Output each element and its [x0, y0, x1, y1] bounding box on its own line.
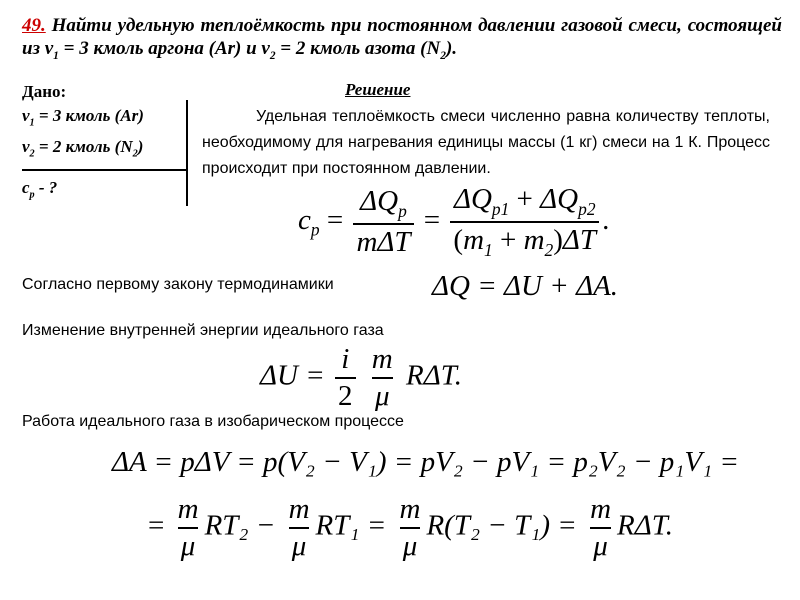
- rt1-text: RT₁ =: [315, 509, 394, 542]
- first-law-formula: ΔQ = ΔU + ΔA.: [432, 270, 619, 302]
- nu-symbol: ν: [22, 137, 30, 157]
- i-text: i: [341, 343, 350, 375]
- rdt2-text: RΔT.: [617, 509, 673, 542]
- m-text-4: m: [590, 493, 612, 525]
- mu-text-2: μ: [289, 527, 310, 561]
- du-text: ΔU =: [260, 359, 333, 392]
- nu2-subscript: 2: [269, 49, 276, 62]
- dq-text: ΔQ: [360, 185, 399, 218]
- rt2-text: RT₂ −: [204, 509, 283, 542]
- heading-mid: = 3 кмоль аргона (Ar) и ν: [58, 38, 270, 59]
- cp-var: c: [298, 203, 311, 236]
- fraction-m-mu-2: [286, 495, 313, 561]
- given-line-1-text: = 3 кмоль (Ar): [34, 106, 144, 125]
- heading-end: = 2 кмоль азота (N: [275, 38, 441, 59]
- given-sub-1: 1: [29, 117, 35, 129]
- plus-sign: +: [509, 183, 541, 215]
- given-block: [22, 80, 192, 167]
- m-text-2: m: [288, 493, 310, 525]
- m2-text: m: [523, 224, 545, 257]
- m-text-3: m: [399, 493, 421, 525]
- dq1-text: ΔQ: [453, 183, 492, 215]
- fraction-i-2: [335, 345, 356, 411]
- dq1-sub: p1: [491, 198, 510, 219]
- work-formula-line-2: [148, 495, 673, 561]
- dq2-text: ΔQ: [540, 183, 579, 215]
- dq2-sub: p2: [578, 198, 596, 219]
- rdt-text: RΔT.: [406, 359, 462, 392]
- plus-sign-2: +: [492, 224, 524, 257]
- nu1-subscript: 1: [53, 49, 59, 62]
- m1-text: m: [463, 224, 485, 257]
- m-text-1: m: [177, 493, 199, 525]
- fraction-m-mu-4: [587, 495, 614, 561]
- cp-formula: $c_p$ = $\frac{\Delta Q_p}{\text{mΔT}}$ = $\frac{\Delta Q_{p1} + \Delta Q_{p2}}{(m_1 + m_2)\Delta T}$ .: [298, 183, 610, 260]
- work-formula-line-1: ΔA = pΔV = p(V₂ − V₁) = pV₂ − pV₁ = p₂V₂ − p₁V₁ =: [112, 446, 739, 478]
- given-line-2-tail: ): [137, 137, 144, 157]
- mu-text: μ: [372, 377, 393, 411]
- given-divider-vertical: [186, 100, 188, 206]
- problem-heading: [22, 14, 782, 68]
- fraction-2: $\frac{\Delta Q_{p1} + \Delta Q_{p2}}{(m_1 + m_2)\Delta T}$: [450, 185, 599, 259]
- fraction-m-mu: [369, 345, 396, 411]
- solution-paragraph: Удельная теплоёмкость смеси численно равна количеству теплоты, необходимому для нагревания единицы массы (1 кг) смеси на 1 К. Процесс происходит при постоянном давлении.: [202, 108, 770, 177]
- given-line-1: [22, 104, 192, 135]
- cp-sub: p: [310, 219, 320, 240]
- first-law-text: Согласно первому закону термодинамики: [22, 276, 334, 293]
- fraction-m-mu-1: [175, 495, 202, 561]
- cp-subscript: p: [29, 189, 35, 201]
- nu-symbol: ν: [22, 106, 30, 125]
- internal-energy-formula: [260, 345, 462, 411]
- rtt-text: R(T₂ − T₁) =: [426, 509, 585, 542]
- m1-sub: 1: [484, 240, 493, 260]
- given-title: Дано:: [22, 82, 67, 101]
- given-line-2-sub: 2: [132, 148, 138, 160]
- given-line-2: [22, 135, 192, 166]
- internal-energy-text: Изменение внутренней энергии идеального газа: [22, 322, 384, 339]
- heading-tail: ).: [445, 38, 458, 59]
- find-line: [22, 178, 57, 200]
- m-text: m: [371, 343, 393, 375]
- solution-title: Решение: [345, 80, 411, 99]
- fraction-m-mu-3: [397, 495, 424, 561]
- cp-symbol: c: [22, 178, 30, 197]
- two-text: 2: [335, 377, 356, 411]
- find-tail: - ?: [34, 178, 58, 197]
- mu-text-4: μ: [590, 527, 611, 561]
- n2-subscript: 2: [440, 49, 446, 62]
- m-dt-text: mΔT: [353, 223, 413, 257]
- given-divider-horizontal: [22, 169, 188, 171]
- m2-sub: 2: [544, 240, 554, 260]
- mu-text-1: μ: [178, 527, 199, 561]
- heading-text: Найти удельную теплоёмкость при постоянном давлении газовой смеси, состоящей из ν: [22, 15, 782, 59]
- given-line-2-text: = 2 кмоль (N: [34, 137, 133, 157]
- work-text: Работа идеального газа в изобарическом процессе: [22, 413, 404, 430]
- dq-sub: p: [398, 200, 407, 221]
- eq-lead: =: [148, 509, 172, 542]
- fraction-1: [353, 187, 413, 257]
- mu-text-3: μ: [400, 527, 421, 561]
- given-sub-2: 2: [29, 148, 35, 160]
- problem-number: 49.: [22, 15, 46, 36]
